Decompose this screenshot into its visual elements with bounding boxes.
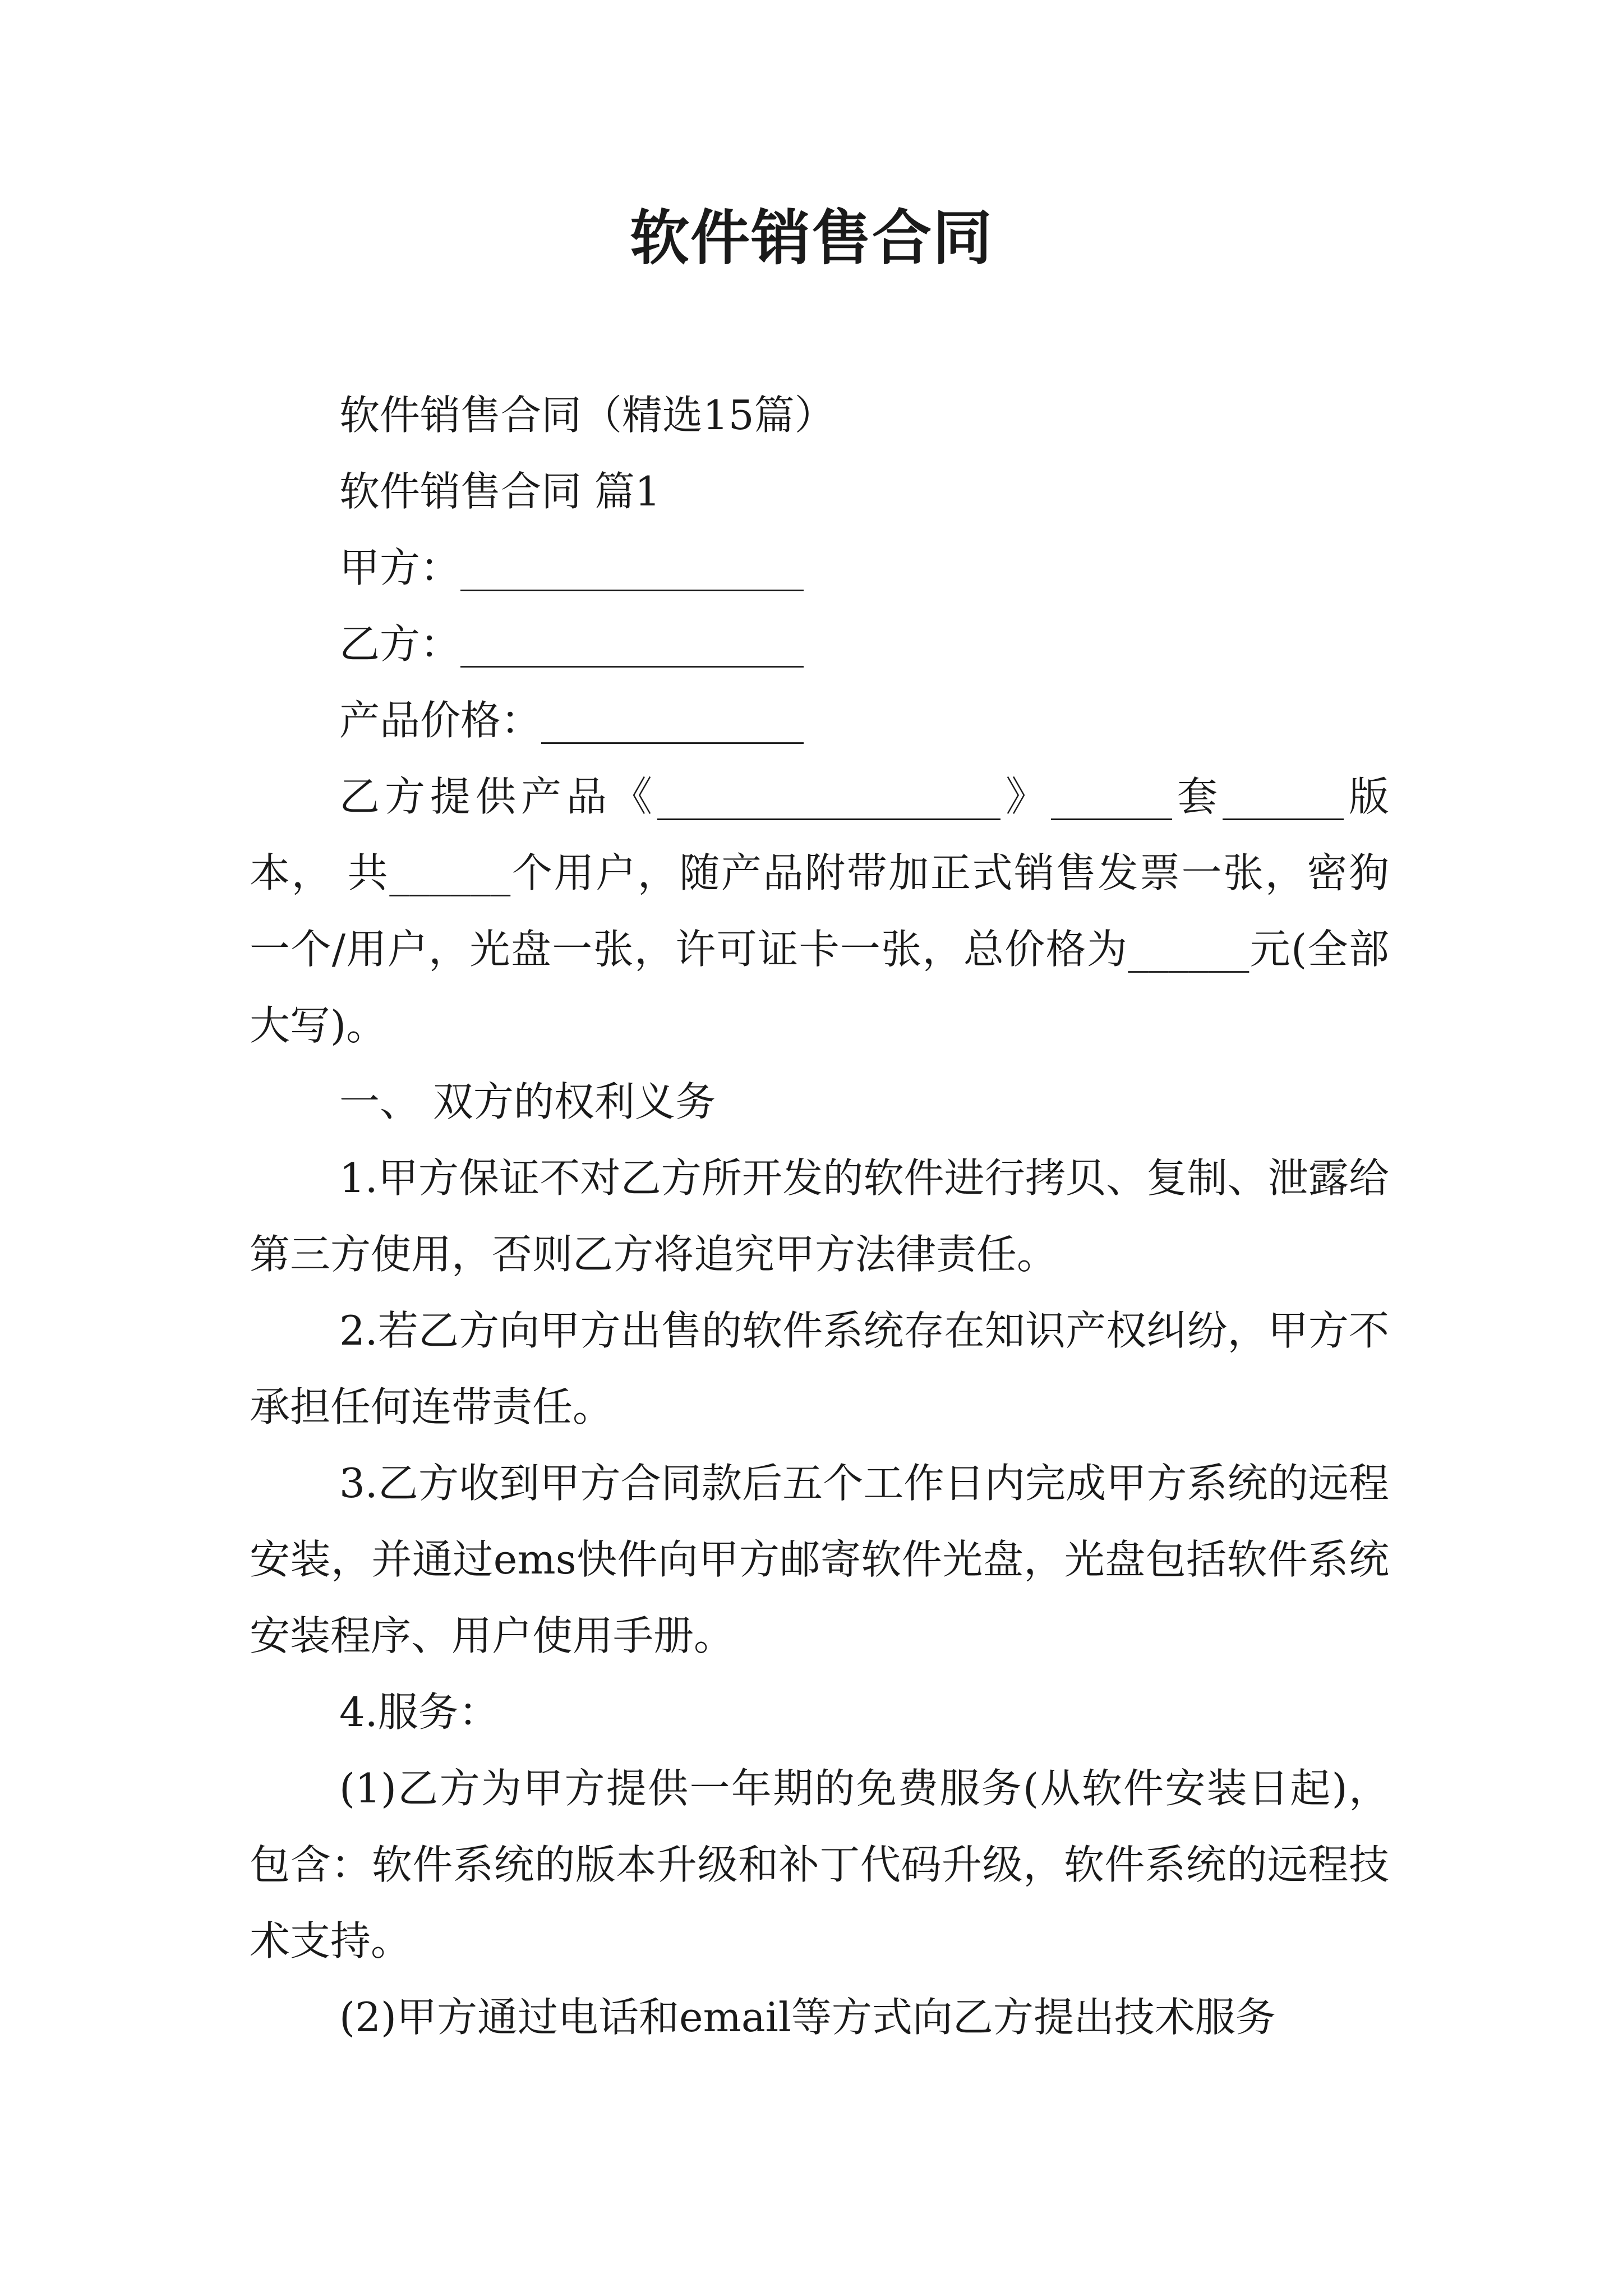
document-body xyxy=(250,377,1389,2055)
paragraph-clause-1: 1.甲方保证不对乙方所开发的软件进行拷贝、复制、泄露给第三方使用，否则乙方将追究甲方法律责任。 xyxy=(250,1154,1389,1278)
paragraph-subtitle: 软件销售合同（精选15篇） xyxy=(339,392,835,439)
paragraph-clause-4-1: (1)乙方为甲方提供一年期的免费服务(从软件安装日起)，包含：软件系统的版本升级和补丁代码升级，软件系统的远程技术支持。 xyxy=(250,1765,1389,1964)
paragraph-rights-heading: 一、 双方的权利义务 xyxy=(339,1078,716,1125)
paragraph-clause-2: 2.若乙方向甲方出售的软件系统存在知识产权纠纷，甲方不承担任何连带责任。 xyxy=(250,1307,1389,1430)
paragraph-party-b: 乙方：_________________ xyxy=(339,620,804,668)
paragraph-party-a: 甲方：_________________ xyxy=(339,544,804,591)
paragraph-clause-4: 4.服务： xyxy=(339,1688,499,1736)
document-title: 软件销售合同 xyxy=(630,204,993,273)
paragraph-product-description: 乙方提供产品《_________________》______套______版本， 共______个用户，随产品附带加正式销售发票一张，密狗一个/用户，光盘一张，许可证卡一张，总价格为______元(全部大写)。 xyxy=(250,773,1389,1049)
paragraph-product-price: 产品价格：_____________ xyxy=(339,697,804,744)
paragraph-clause-4-2: (2)甲方通过电话和email等方式向乙方提出技术服务 xyxy=(339,1994,1276,2041)
paragraph-clause-3: 3.乙方收到甲方合同款后五个工作日内完成甲方系统的远程安装，并通过ems快件向甲方邮寄软件光盘，光盘包括软件系统安装程序、用户使用手册。 xyxy=(250,1460,1389,1659)
paragraph-section-heading: 软件销售合同 篇1 xyxy=(339,468,661,515)
